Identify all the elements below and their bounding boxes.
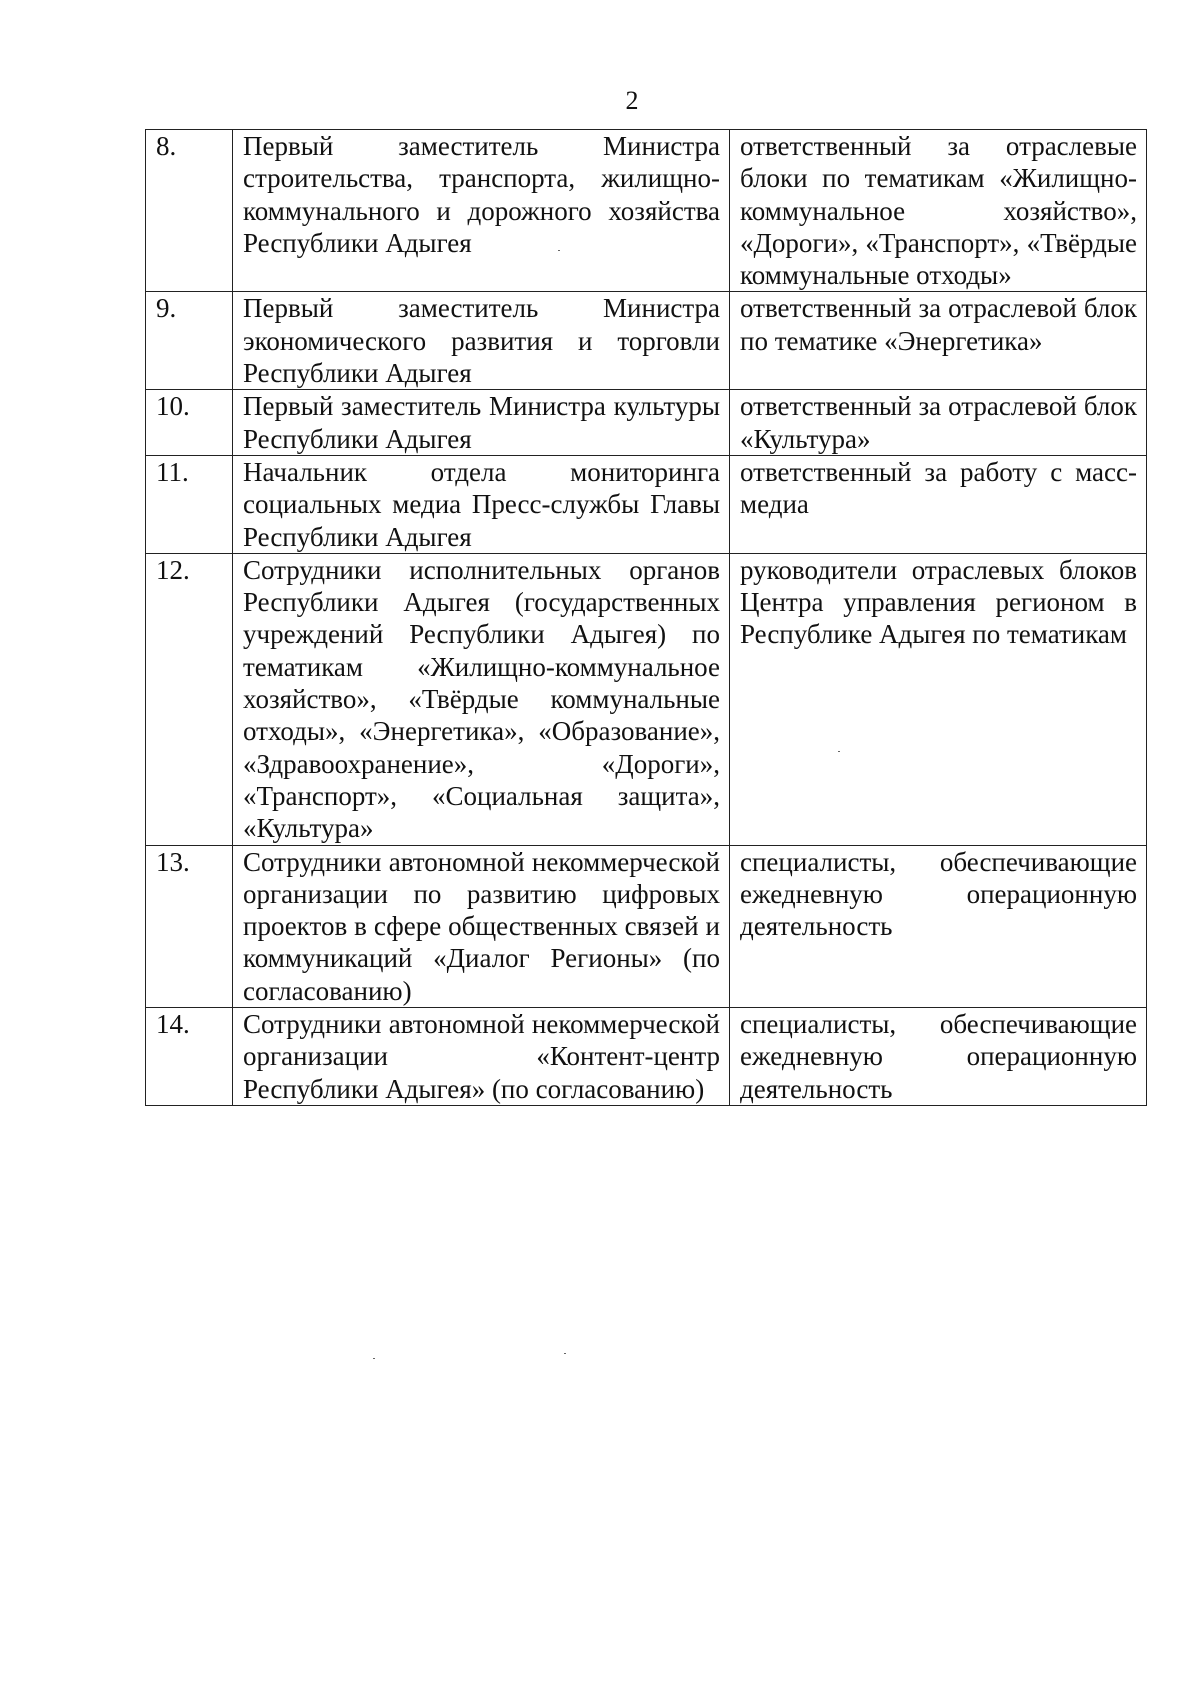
role-cell: ответственный за отраслевые блоки по тематикам «Жилищно-коммунальное хозяйство», «Дороги», «Транспорт», «Твёрдые коммунальные отходы» [730, 130, 1147, 292]
role-cell: специалисты, обеспечивающие ежедневную операционную деятельность [730, 845, 1147, 1007]
role-cell: ответственный за отраслевой блок «Культура» [730, 390, 1147, 456]
scan-speck [558, 250, 560, 251]
table-row [146, 292, 1147, 390]
position-cell: Первый заместитель Министра культуры Республики Адыгея [233, 390, 730, 456]
row-number: 13. [146, 845, 233, 1007]
table-row [146, 130, 1147, 292]
table-row [146, 553, 1147, 845]
row-number: 14. [146, 1008, 233, 1106]
role-cell: руководители отраслевых блоков Центра управления регионом в Республике Адыгея по тематикам [730, 553, 1147, 845]
position-cell: Сотрудники автономной некоммерческой организации по развитию цифровых проектов в сфере общественных связей и коммуникаций «Диалог Регионы» (по согласованию) [233, 845, 730, 1007]
table-row [146, 390, 1147, 456]
row-number: 10. [146, 390, 233, 456]
role-cell: ответственный за работу с масс-медиа [730, 455, 1147, 553]
row-number: 12. [146, 553, 233, 845]
page-number: 2 [625, 86, 639, 115]
position-cell: Сотрудники исполнительных органов Республики Адыгея (государственных учреждений Республики Адыгея) по тематикам «Жилищно-коммунальное хозяйство», «Твёрдые коммунальные отходы», «Энергетика», «Образование», «Здравоохранение», «Дороги», «Транспорт», «Социальная защита», «Культура» [233, 553, 730, 845]
scan-speck [564, 1353, 566, 1354]
position-cell: Первый заместитель Министра строительства, транспорта, жилищно-коммунального и дорожного хозяйства Республики Адыгея [233, 130, 730, 292]
position-cell: Первый заместитель Министра экономического развития и торговли Республики Адыгея [233, 292, 730, 390]
scan-speck [838, 751, 840, 752]
position-cell: Сотрудники автономной некоммерческой организации «Контент-центр Республики Адыгея» (по согласованию) [233, 1008, 730, 1106]
table-row [146, 845, 1147, 1007]
row-number: 9. [146, 292, 233, 390]
role-cell: специалисты, обеспечивающие ежедневную операционную деятельность [730, 1008, 1147, 1106]
table-row [146, 1008, 1147, 1106]
table-row [146, 455, 1147, 553]
scan-speck [373, 1358, 375, 1359]
row-number: 11. [146, 455, 233, 553]
row-number: 8. [146, 130, 233, 292]
position-cell: Начальник отдела мониторинга социальных медиа Пресс-службы Главы Республики Адыгея [233, 455, 730, 553]
role-cell: ответственный за отраслевой блок по тематике «Энергетика» [730, 292, 1147, 390]
responsibility-table [145, 129, 1147, 1106]
